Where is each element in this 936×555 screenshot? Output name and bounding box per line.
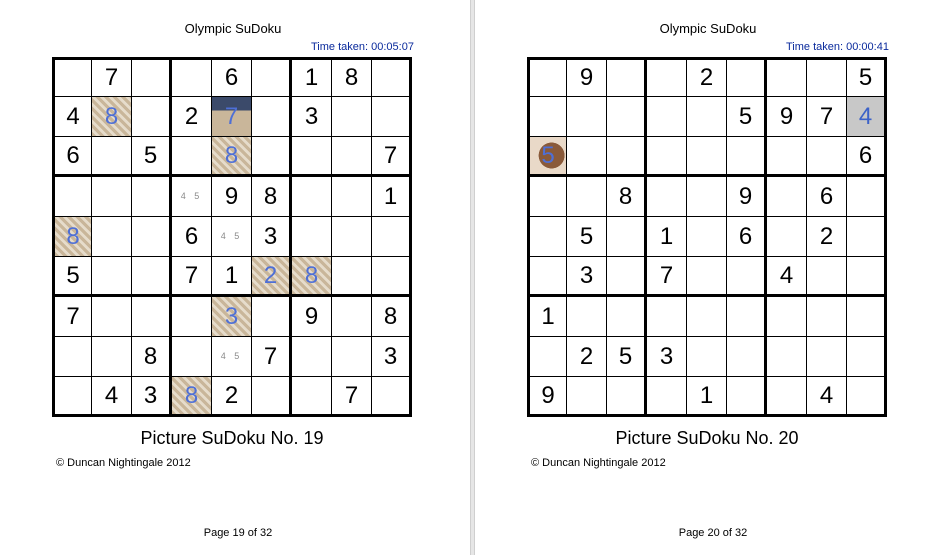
- sudoku-cell-r3c6[interactable]: [252, 137, 292, 177]
- cell-value: 7: [819, 102, 834, 130]
- sudoku-cell-r1c1[interactable]: [52, 57, 92, 97]
- sudoku-cell-r2c3[interactable]: [607, 97, 647, 137]
- cell-value: 5: [858, 64, 873, 91]
- sudoku-cell-r7c8[interactable]: [807, 297, 847, 337]
- sudoku-cell-r9c9[interactable]: [847, 377, 887, 417]
- sudoku-cell-r6c9[interactable]: [372, 257, 412, 297]
- sudoku-cell-r2c2[interactable]: [567, 97, 607, 137]
- cell-value: 3: [383, 342, 398, 370]
- cell-value: 5: [66, 261, 80, 289]
- sudoku-cell-r2c7[interactable]: [767, 97, 807, 137]
- sudoku-cell-r2c1[interactable]: [527, 97, 567, 137]
- cell-value: 3: [263, 222, 278, 250]
- sudoku-cell-r8c4[interactable]: [647, 337, 687, 377]
- cell-value: 7: [184, 261, 199, 289]
- sudoku-cell-r9c8[interactable]: [807, 377, 847, 417]
- sudoku-cell-r3c8[interactable]: [807, 137, 847, 177]
- sudoku-cell-r5c2[interactable]: [567, 217, 607, 257]
- sudoku-cell-r2c9[interactable]: [372, 97, 412, 137]
- sudoku-cell-r2c8[interactable]: [807, 97, 847, 137]
- cell-value: 8: [344, 64, 359, 91]
- cell-value: 8: [66, 222, 80, 250]
- cell-value: 4: [104, 381, 119, 409]
- time-taken: Time taken: 00:00:41: [786, 41, 889, 53]
- sudoku-cell-r7c6[interactable]: [252, 297, 292, 337]
- sudoku-cell-r6c4[interactable]: [172, 257, 212, 297]
- sudoku-cell-r6c6[interactable]: [252, 257, 292, 297]
- sudoku-cell-r2c4[interactable]: [172, 97, 212, 137]
- sudoku-cell-r7c2[interactable]: [92, 297, 132, 337]
- page-number: Page 20 of 32: [678, 527, 748, 539]
- pencil-notes: 4 5: [220, 231, 243, 241]
- cell-value: 8: [224, 141, 239, 169]
- sudoku-cell-r2c8[interactable]: [332, 97, 372, 137]
- sudoku-cell-r1c9[interactable]: [372, 57, 412, 97]
- sudoku-cell-r6c9[interactable]: [847, 257, 887, 297]
- sudoku-cell-r9c7[interactable]: [292, 377, 332, 417]
- cell-value: 6: [738, 222, 753, 250]
- sudoku-cell-r3c4[interactable]: [647, 137, 687, 177]
- sudoku-cell-r3c5[interactable]: [212, 137, 252, 177]
- sudoku-cell-r6c7[interactable]: [767, 257, 807, 297]
- sudoku-cell-r5c7[interactable]: [292, 217, 332, 257]
- cell-value: 2: [699, 64, 714, 91]
- sudoku-cell-r2c3[interactable]: [132, 97, 172, 137]
- cell-value: 7: [104, 64, 119, 91]
- cell-value: 4: [819, 381, 834, 409]
- sudoku-cell-r2c9[interactable]: [847, 97, 887, 137]
- sudoku-cell-r4c3[interactable]: [607, 177, 647, 217]
- sudoku-cell-r7c2[interactable]: [567, 297, 607, 337]
- sudoku-cell-r1c5[interactable]: [212, 57, 252, 97]
- sudoku-cell-r6c7[interactable]: [292, 257, 332, 297]
- sudoku-cell-r4c8[interactable]: [332, 177, 372, 217]
- sudoku-cell-r8c1[interactable]: [527, 337, 567, 377]
- cell-value: 5: [618, 342, 633, 370]
- sudoku-cell-r9c6[interactable]: [252, 377, 292, 417]
- sudoku-cell-r7c8[interactable]: [332, 297, 372, 337]
- sudoku-cell-r4c1[interactable]: [527, 177, 567, 217]
- sudoku-cell-r1c3[interactable]: [132, 57, 172, 97]
- sudoku-cell-r8c6[interactable]: [252, 337, 292, 377]
- sudoku-cell-r4c9[interactable]: [847, 177, 887, 217]
- cell-value: 1: [224, 261, 239, 289]
- sudoku-cell-r5c1[interactable]: [52, 217, 92, 257]
- sudoku-cell-r5c7[interactable]: [767, 217, 807, 257]
- sudoku-cell-r3c5[interactable]: [687, 137, 727, 177]
- cell-value: 7: [224, 102, 239, 130]
- sudoku-cell-r8c3[interactable]: [607, 337, 647, 377]
- cell-value: 3: [579, 261, 594, 289]
- sudoku-cell-r1c5[interactable]: [687, 57, 727, 97]
- copyright: © Duncan Nightingale 2012: [531, 457, 666, 469]
- sudoku-cell-r9c1[interactable]: [52, 377, 92, 417]
- sudoku-cell-r6c2[interactable]: [92, 257, 132, 297]
- sudoku-cell-r3c4[interactable]: [172, 137, 212, 177]
- sudoku-cell-r7c6[interactable]: [727, 297, 767, 337]
- sudoku-cell-r1c8[interactable]: [807, 57, 847, 97]
- time-taken: Time taken: 00:05:07: [311, 41, 414, 53]
- sudoku-cell-r3c7[interactable]: [292, 137, 332, 177]
- sudoku-cell-r1c4[interactable]: [647, 57, 687, 97]
- sudoku-cell-r9c1[interactable]: [527, 377, 567, 417]
- sudoku-cell-r4c9[interactable]: [372, 177, 412, 217]
- pencil-notes: 4 5: [180, 191, 203, 201]
- sudoku-cell-r4c5[interactable]: [212, 177, 252, 217]
- cell-value: 8: [104, 102, 119, 130]
- sudoku-cell-r4c8[interactable]: [807, 177, 847, 217]
- sudoku-cell-r4c6[interactable]: [727, 177, 767, 217]
- cell-value: 2: [184, 102, 199, 130]
- sudoku-cell-r5c4[interactable]: [647, 217, 687, 257]
- cell-value: 2: [819, 222, 834, 250]
- sudoku-cell-r8c2[interactable]: [92, 337, 132, 377]
- sudoku-cell-r9c7[interactable]: [767, 377, 807, 417]
- sudoku-cell-r6c5[interactable]: [687, 257, 727, 297]
- sudoku-cell-r7c5[interactable]: [212, 297, 252, 337]
- sudoku-cell-r6c1[interactable]: [52, 257, 92, 297]
- sudoku-cell-r5c9[interactable]: [847, 217, 887, 257]
- sudoku-cell-r6c4[interactable]: [647, 257, 687, 297]
- cell-value: 3: [224, 302, 239, 330]
- sudoku-cell-r1c9[interactable]: [847, 57, 887, 97]
- sudoku-cell-r4c4[interactable]: [172, 177, 212, 217]
- sudoku-cell-r5c8[interactable]: [807, 217, 847, 257]
- cell-value: 6: [66, 141, 80, 169]
- sudoku-cell-r6c5[interactable]: [212, 257, 252, 297]
- cell-value: 7: [344, 381, 359, 409]
- sudoku-cell-r9c2[interactable]: [92, 377, 132, 417]
- cell-value: 3: [304, 102, 319, 130]
- sudoku-cell-r7c1[interactable]: [527, 297, 567, 337]
- cell-value: 2: [579, 342, 594, 370]
- sudoku-cell-r7c4[interactable]: [647, 297, 687, 337]
- sudoku-grid: [52, 57, 412, 417]
- cell-value: 9: [304, 302, 319, 330]
- cell-value: 6: [858, 141, 873, 169]
- sudoku-cell-r8c9[interactable]: [847, 337, 887, 377]
- sudoku-cell-r7c7[interactable]: [292, 297, 332, 337]
- sudoku-cell-r4c4[interactable]: [647, 177, 687, 217]
- sudoku-cell-r9c4[interactable]: [172, 377, 212, 417]
- sudoku-cell-r2c7[interactable]: [292, 97, 332, 137]
- cell-value: 1: [659, 222, 674, 250]
- puzzle-title: Olympic SuDoku: [659, 21, 757, 36]
- sudoku-cell-r3c8[interactable]: [332, 137, 372, 177]
- cell-value: 1: [383, 182, 398, 210]
- sudoku-cell-r8c6[interactable]: [727, 337, 767, 377]
- cell-value: 9: [224, 182, 239, 210]
- sudoku-cell-r1c7[interactable]: [767, 57, 807, 97]
- cell-value: 9: [738, 182, 753, 210]
- sudoku-cell-r2c1[interactable]: [52, 97, 92, 137]
- sudoku-cell-r1c2[interactable]: [92, 57, 132, 97]
- page-right: [475, 0, 936, 555]
- sudoku-cell-r1c6[interactable]: [252, 57, 292, 97]
- sudoku-cell-r4c5[interactable]: [687, 177, 727, 217]
- sudoku-cell-r9c6[interactable]: [727, 377, 767, 417]
- cell-value: 4: [66, 102, 80, 130]
- sudoku-cell-r5c3[interactable]: [132, 217, 172, 257]
- sudoku-cell-r1c6[interactable]: [727, 57, 767, 97]
- sudoku-cell-r8c7[interactable]: [767, 337, 807, 377]
- cell-value: 5: [738, 102, 753, 130]
- sudoku-cell-r8c8[interactable]: [332, 337, 372, 377]
- sudoku-cell-r5c3[interactable]: [607, 217, 647, 257]
- cell-value: 8: [184, 381, 199, 409]
- cell-value: 8: [618, 182, 633, 210]
- puzzle-title: Olympic SuDoku: [184, 21, 282, 36]
- sudoku-cell-r3c2[interactable]: [92, 137, 132, 177]
- sudoku-cell-r7c3[interactable]: [132, 297, 172, 337]
- sudoku-cell-r3c3[interactable]: [132, 137, 172, 177]
- sudoku-cell-r2c5[interactable]: [212, 97, 252, 137]
- sudoku-cell-r8c4[interactable]: [172, 337, 212, 377]
- sudoku-cell-r9c2[interactable]: [567, 377, 607, 417]
- cell-value: 1: [541, 302, 555, 330]
- sudoku-cell-r4c2[interactable]: [567, 177, 607, 217]
- puzzle-caption: Picture SuDoku No. 20: [615, 428, 799, 448]
- sudoku-cell-r4c6[interactable]: [252, 177, 292, 217]
- sudoku-cell-r5c2[interactable]: [92, 217, 132, 257]
- cell-value: 4: [858, 102, 873, 130]
- sudoku-cell-r7c1[interactable]: [52, 297, 92, 337]
- sudoku-cell-r8c8[interactable]: [807, 337, 847, 377]
- sudoku-cell-r2c4[interactable]: [647, 97, 687, 137]
- sudoku-cell-r5c5[interactable]: [687, 217, 727, 257]
- sudoku-cell-r6c3[interactable]: [607, 257, 647, 297]
- cell-value: 5: [579, 222, 594, 250]
- sudoku-cell-r1c3[interactable]: [607, 57, 647, 97]
- cell-value: 9: [779, 102, 794, 130]
- sudoku-cell-r3c9[interactable]: [372, 137, 412, 177]
- sudoku-cell-r5c4[interactable]: [172, 217, 212, 257]
- cell-value: 9: [579, 64, 594, 91]
- cell-value: 8: [304, 261, 319, 289]
- sudoku-cell-r9c3[interactable]: [607, 377, 647, 417]
- sudoku-cell-r3c6[interactable]: [727, 137, 767, 177]
- sudoku-cell-r6c3[interactable]: [132, 257, 172, 297]
- sudoku-cell-r6c1[interactable]: [527, 257, 567, 297]
- sudoku-cell-r5c6[interactable]: [252, 217, 292, 257]
- sudoku-cell-r4c2[interactable]: [92, 177, 132, 217]
- sudoku-cell-r7c7[interactable]: [767, 297, 807, 337]
- copyright: © Duncan Nightingale 2012: [56, 457, 191, 469]
- sudoku-cell-r6c6[interactable]: [727, 257, 767, 297]
- cell-value: 7: [263, 342, 278, 370]
- sudoku-cell-r1c7[interactable]: [292, 57, 332, 97]
- sudoku-cell-r8c5[interactable]: [212, 337, 252, 377]
- cell-value: 8: [143, 342, 158, 370]
- sudoku-cell-r8c3[interactable]: [132, 337, 172, 377]
- cell-value: 3: [659, 342, 674, 370]
- sudoku-cell-r5c5[interactable]: [212, 217, 252, 257]
- sudoku-cell-r2c6[interactable]: [252, 97, 292, 137]
- sudoku-cell-r5c1[interactable]: [527, 217, 567, 257]
- sudoku-cell-r3c3[interactable]: [607, 137, 647, 177]
- sudoku-cell-r6c8[interactable]: [332, 257, 372, 297]
- cell-value: 6: [819, 182, 834, 210]
- cell-value: 7: [66, 302, 80, 330]
- cell-value: 1: [699, 381, 714, 409]
- sudoku-cell-r5c9[interactable]: [372, 217, 412, 257]
- cell-value: 2: [224, 381, 239, 409]
- sudoku-cell-r7c5[interactable]: [687, 297, 727, 337]
- cell-value: 7: [659, 261, 674, 289]
- cell-value: 5: [541, 141, 555, 169]
- sudoku-cell-r9c5[interactable]: [687, 377, 727, 417]
- sudoku-cell-r6c8[interactable]: [807, 257, 847, 297]
- sudoku-cell-r7c3[interactable]: [607, 297, 647, 337]
- sudoku-grid: [527, 57, 887, 417]
- cell-value: 3: [143, 381, 158, 409]
- pencil-notes: 4 5: [220, 351, 243, 361]
- sudoku-cell-r7c9[interactable]: [372, 297, 412, 337]
- sudoku-cell-r9c8[interactable]: [332, 377, 372, 417]
- cell-value: 7: [383, 141, 398, 169]
- sudoku-cell-r8c2[interactable]: [567, 337, 607, 377]
- cell-value: 6: [184, 222, 199, 250]
- sudoku-cell-r9c3[interactable]: [132, 377, 172, 417]
- sudoku-cell-r8c9[interactable]: [372, 337, 412, 377]
- cell-value: 2: [263, 261, 278, 289]
- sudoku-cell-r5c6[interactable]: [727, 217, 767, 257]
- sudoku-cell-r3c2[interactable]: [567, 137, 607, 177]
- sudoku-cell-r2c6[interactable]: [727, 97, 767, 137]
- cell-value: 4: [779, 261, 794, 289]
- sudoku-cell-r4c7[interactable]: [767, 177, 807, 217]
- sudoku-cell-r4c7[interactable]: [292, 177, 332, 217]
- sudoku-cell-r3c7[interactable]: [767, 137, 807, 177]
- sudoku-cell-r7c4[interactable]: [172, 297, 212, 337]
- sudoku-cell-r8c7[interactable]: [292, 337, 332, 377]
- sudoku-cell-r3c1[interactable]: [527, 137, 567, 177]
- sudoku-cell-r1c2[interactable]: [567, 57, 607, 97]
- sudoku-cell-r3c9[interactable]: [847, 137, 887, 177]
- sudoku-cell-r2c5[interactable]: [687, 97, 727, 137]
- sudoku-cell-r8c1[interactable]: [52, 337, 92, 377]
- sudoku-cell-r1c1[interactable]: [527, 57, 567, 97]
- sudoku-cell-r9c5[interactable]: [212, 377, 252, 417]
- sudoku-cell-r7c9[interactable]: [847, 297, 887, 337]
- sudoku-cell-r8c5[interactable]: [687, 337, 727, 377]
- cell-value: 8: [383, 302, 398, 330]
- sudoku-cell-r6c2[interactable]: [567, 257, 607, 297]
- sudoku-cell-r1c4[interactable]: [172, 57, 212, 97]
- page-number: Page 19 of 32: [203, 527, 273, 539]
- sudoku-cell-r1c8[interactable]: [332, 57, 372, 97]
- cell-value: 5: [143, 141, 158, 169]
- sudoku-cell-r2c2[interactable]: [92, 97, 132, 137]
- sudoku-cell-r3c1[interactable]: [52, 137, 92, 177]
- puzzle-caption: Picture SuDoku No. 19: [140, 428, 324, 448]
- sudoku-cell-r4c1[interactable]: [52, 177, 92, 217]
- cell-value: 6: [224, 64, 239, 91]
- sudoku-cell-r5c8[interactable]: [332, 217, 372, 257]
- cell-value: 8: [263, 182, 278, 210]
- sudoku-cell-r4c3[interactable]: [132, 177, 172, 217]
- cell-value: 9: [541, 381, 555, 409]
- sudoku-cell-r9c4[interactable]: [647, 377, 687, 417]
- sudoku-cell-r9c9[interactable]: [372, 377, 412, 417]
- cell-value: 1: [304, 64, 319, 91]
